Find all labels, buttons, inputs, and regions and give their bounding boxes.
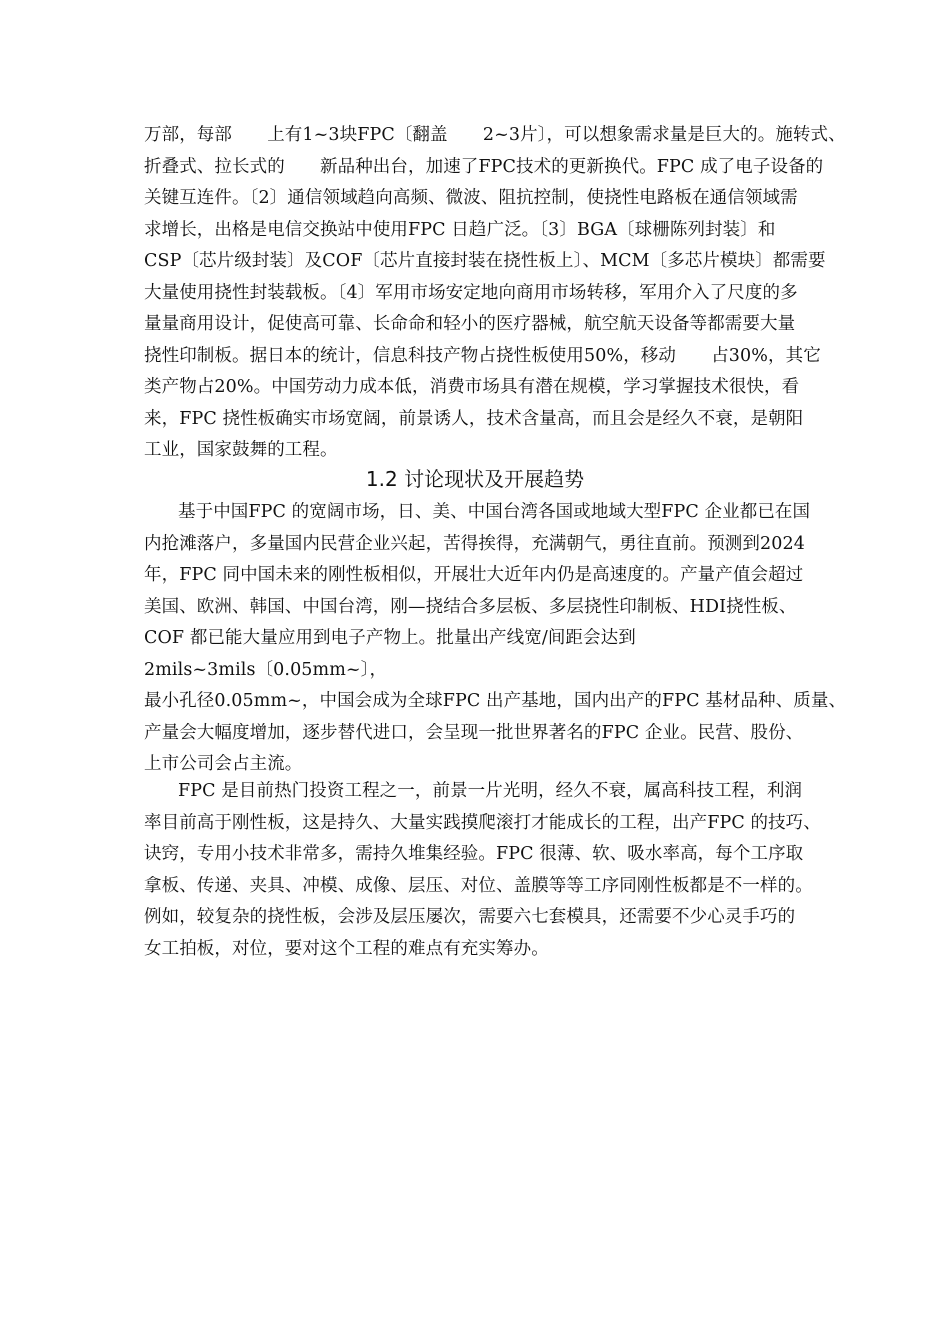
text-line: 挠性印制板。据日本的统计，信息科技产物占挠性板使用50%，移动 占30%，其它: [144, 345, 821, 366]
text-line: 拿板、传递、夹具、冲模、成像、层压、对位、盖膜等等工序同刚性板都是不一样的。: [144, 875, 813, 896]
text-line: COF 都已能大量应用到电子产物上。批量出产线宽/间距会达到: [144, 628, 636, 648]
text-line: 求增长，出格是电信交换站中使用FPC 日趋广泛。〔3〕BGA〔球栅陈列封装〕和: [144, 219, 776, 240]
text-line: 大量使用挠性封装载板。〔4〕军用市场安定地向商用市场转移，军用介入了尺度的多: [144, 282, 798, 303]
text-line: 女工拍板，对位，要对这个工程的难点有充实筹办。: [144, 938, 549, 959]
text-line: 内抢滩落户，多量国内民营企业兴起，苦得挨得，充满朝气，勇往直前。预测到2024: [144, 533, 805, 554]
text-line: 工业，国家鼓舞的工程。: [144, 440, 338, 460]
text-line: 来，FPC 挠性板确实市场宽阔，前景诱人，技术含量高，而且会是经久不衰，是朝阳: [144, 408, 804, 429]
text-line: 万部，每部 上有1~3块FPC〔翻盖 2~3片〕，可以想象需求量是巨大的。施转式、: [144, 125, 846, 145]
text-line: FPC 是目前热门投资工程之一，前景一片光明，经久不衰，属高科技工程，利润: [178, 781, 803, 801]
text-line: 年，FPC 同中国未来的刚性板相似，开展壮大近年内仍是高速度的。产量产值会超过: [144, 565, 804, 585]
text-line: 类产物占20%。中国劳动力成本低，消费市场具有潜在规模，学习掌握技术很快，看: [144, 377, 800, 397]
text-line: 最小孔径0.05mm~，中国会成为全球FPC 出产基地，国内出产的FPC 基材品种、质量、: [144, 691, 847, 711]
text-line: 折叠式、拉长式的 新品种出台，加速了FPC技术的更新换代。FPC 成了电子设备的: [144, 156, 824, 177]
section-heading: 1.2 讨论现状及开展趋势: [365, 467, 585, 491]
text-line: 基于中国FPC 的宽阔市场，日、美、中国台湾各国或地域大型FPC 企业都已在国: [178, 502, 811, 522]
paragraph-investment: [144, 776, 864, 965]
paragraph-fpc-demand: [144, 120, 864, 467]
text-line: 诀窍，专用小技术非常多，需持久堆集经验。FPC 很薄、软、吸水率高，每个工序取: [144, 844, 804, 864]
text-line: 美国、欧洲、韩国、中国台湾，刚—挠结合多层板、多层挠性印制板、HDI挠性板、: [144, 596, 797, 617]
text-line: 量量商用设计，促使高可靠、长命命和轻小的医疗器械，航空航天设备等都需要大量: [144, 314, 796, 334]
text-line: 关键互连件。〔2〕通信领域趋向高频、微波、阻抗控制，使挠性电路板在通信领域需: [144, 188, 798, 208]
text-line: 上市公司会占主流。: [144, 754, 303, 774]
text-line: 产量会大幅度增加，逐步替代进口，会呈现一批世界著名的FPC 企业。民营、股份、: [144, 722, 804, 743]
paragraph-research-status: [144, 497, 864, 781]
text-line: 2mils~3mils〔0.05mm~〕，: [144, 659, 388, 680]
text-line: CSP〔芯片级封装〕及COF〔芯片直接封装在挠性板上〕、MCM〔多芯片模块〕都需要: [144, 251, 826, 271]
text-line: 率目前高于刚性板，这是持久、大量实践摸爬滚打才能成长的工程，出产FPC 的技巧、: [144, 812, 821, 833]
text-line: 例如，较复杂的挠性板，会涉及层压屡次，需要六七套模具，还需要不少心灵手巧的: [144, 907, 796, 927]
